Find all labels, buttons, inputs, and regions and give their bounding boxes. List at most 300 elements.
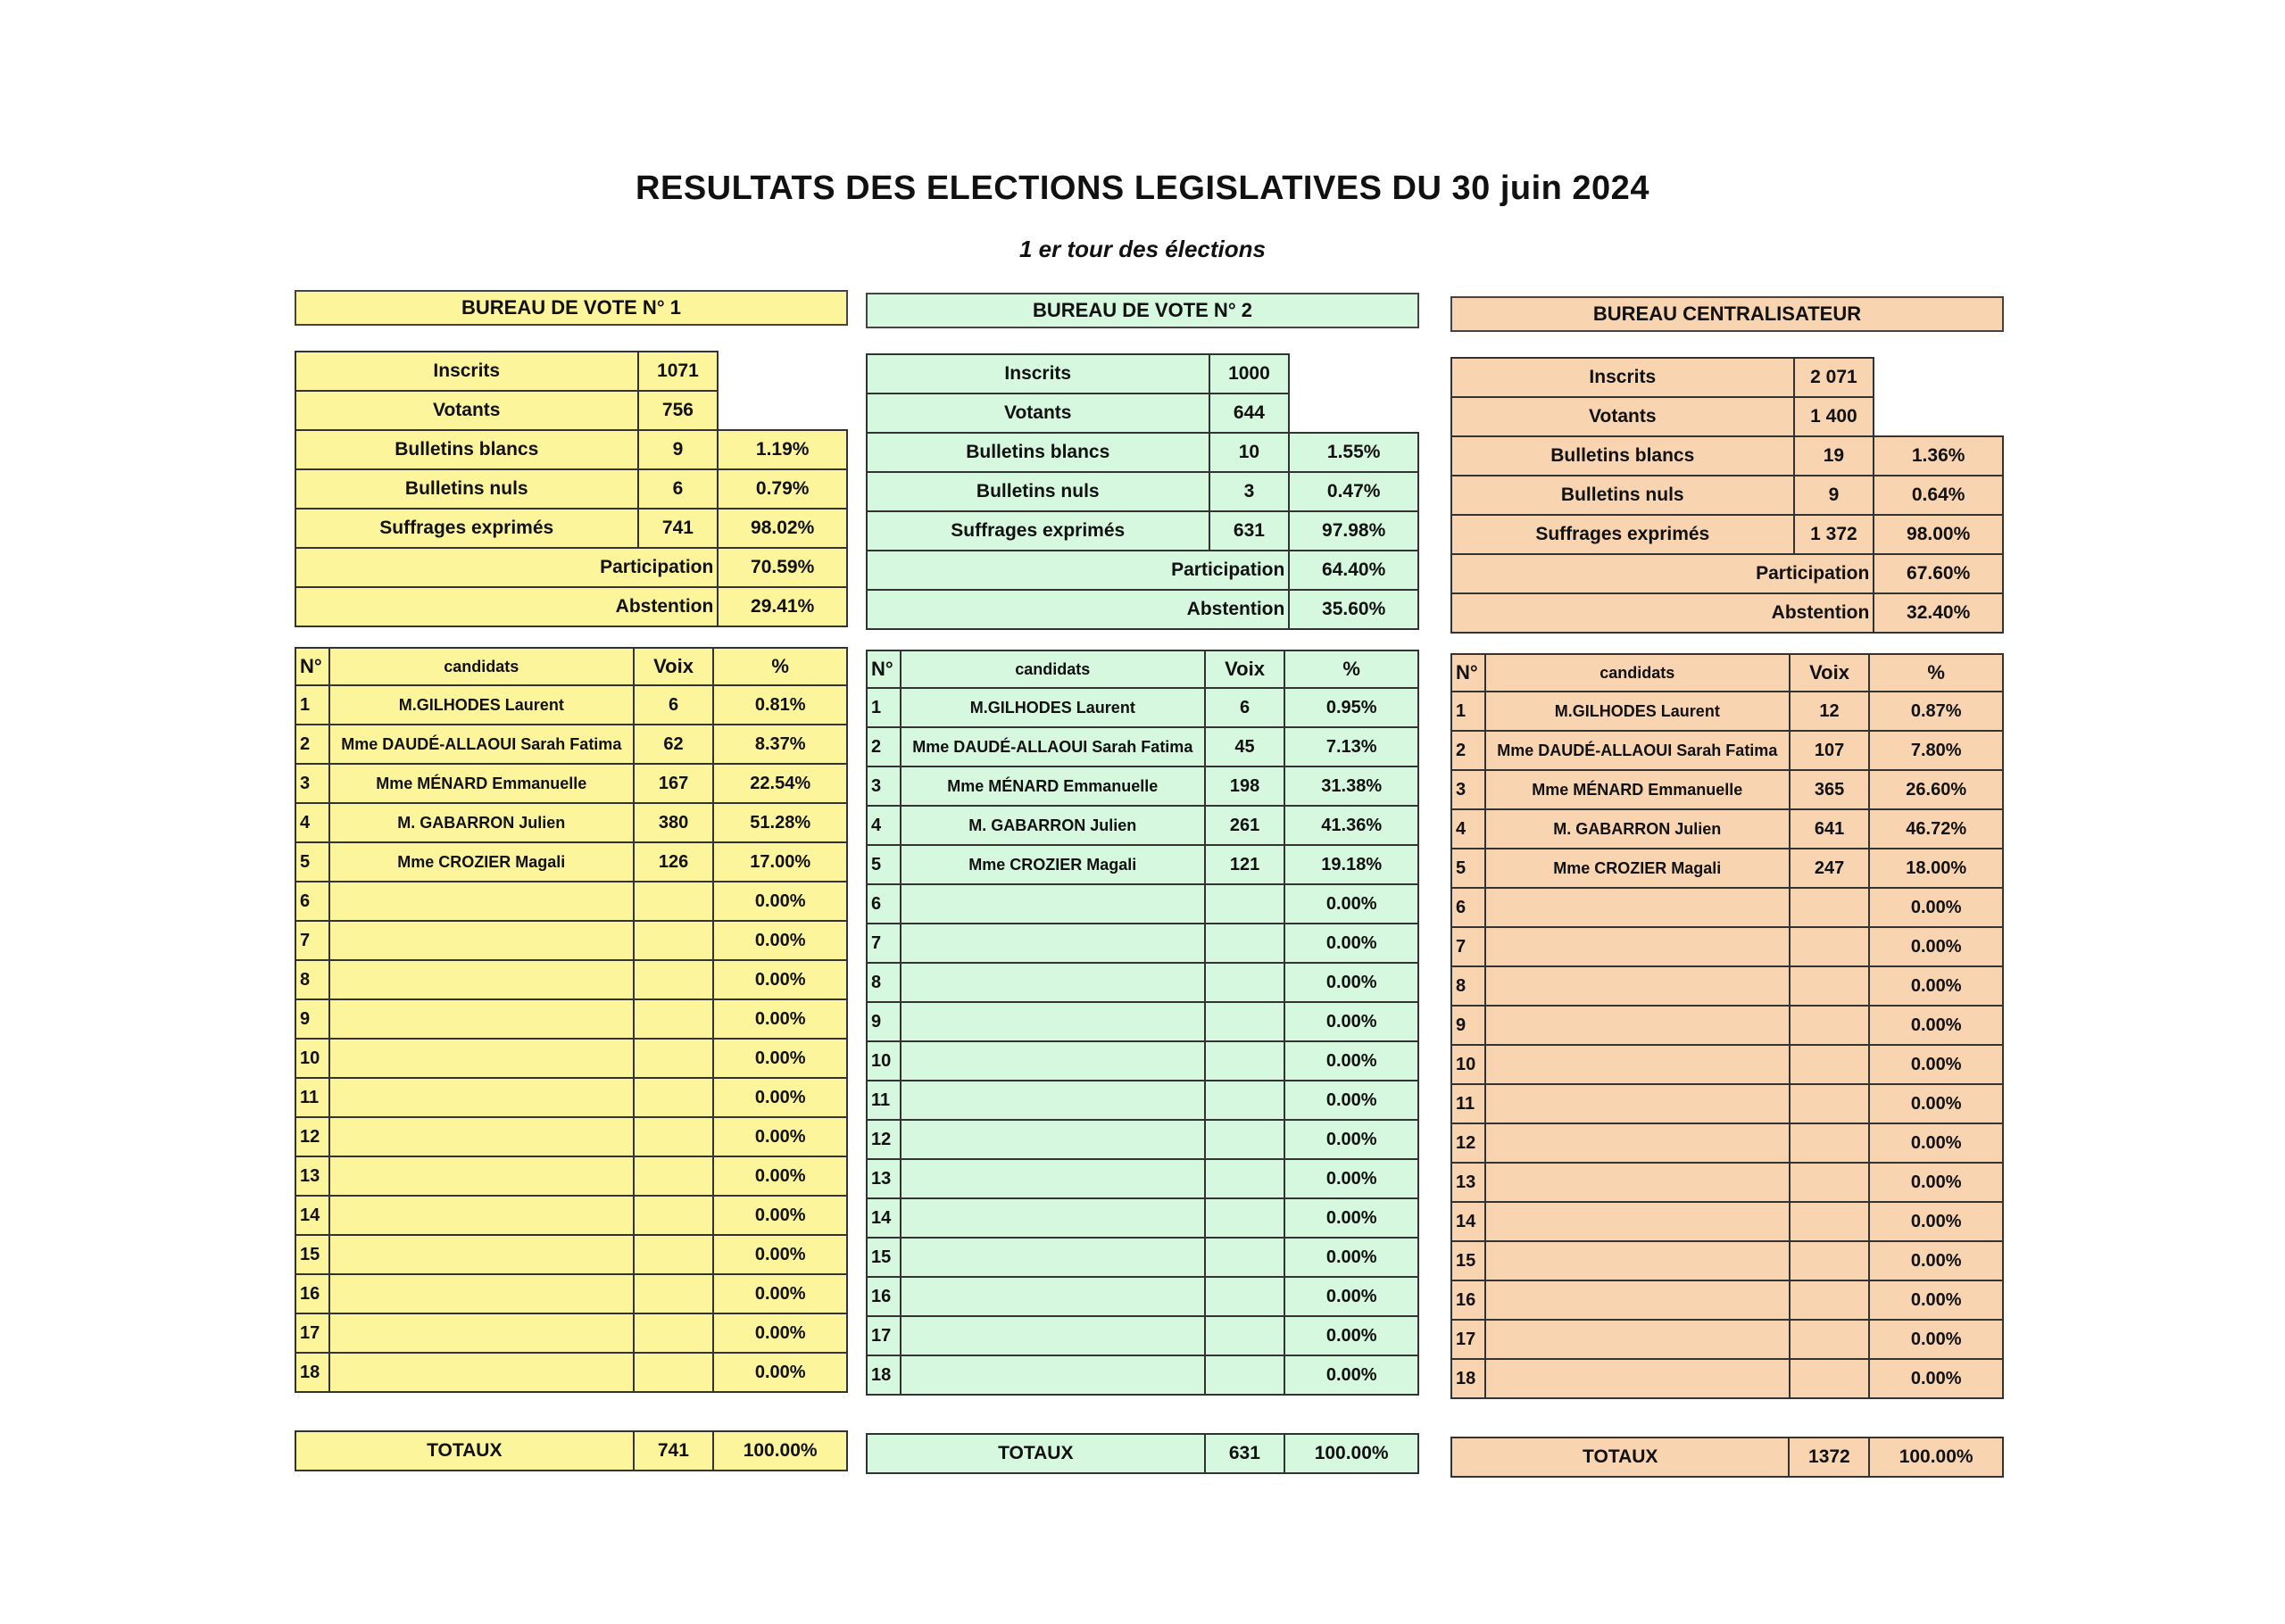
totaux-voix: 741: [634, 1431, 714, 1471]
nuls-label: Bulletins nuls: [1451, 476, 1794, 515]
candidate-pct: 0.00%: [1869, 1006, 2003, 1045]
candidate-no: 16: [867, 1277, 901, 1316]
candidate-name: [329, 921, 634, 960]
abstention-label: Abstention: [295, 587, 718, 626]
nuls-pct: 0.47%: [1289, 472, 1418, 511]
candidate-no: 16: [1451, 1280, 1485, 1320]
blancs-value: 10: [1209, 433, 1290, 472]
candidate-voix: [1790, 927, 1870, 966]
candidate-pct: 0.00%: [713, 1196, 847, 1235]
candidate-name: [901, 963, 1205, 1002]
candidate-name: [1485, 888, 1790, 927]
candidate-no: 14: [295, 1196, 329, 1235]
inscrits-value: 1071: [638, 352, 719, 391]
candidate-pct: 0.00%: [713, 999, 847, 1039]
candidate-no: 3: [867, 766, 901, 806]
candidate-name: [901, 884, 1205, 924]
candidate-no: 17: [295, 1313, 329, 1353]
candidate-no: 15: [1451, 1241, 1485, 1280]
candidate-name: [329, 1353, 634, 1392]
candidate-name: [329, 1274, 634, 1313]
exprimes-pct: 98.02%: [718, 509, 847, 548]
candidate-no: 13: [867, 1159, 901, 1198]
header-candidats: candidats: [1485, 654, 1790, 692]
candidate-no: 1: [1451, 692, 1485, 731]
candidate-voix: [1790, 1202, 1870, 1241]
candidate-row: [1451, 731, 2003, 770]
candidate-no: 15: [867, 1238, 901, 1277]
candidate-no: 10: [1451, 1045, 1485, 1084]
bureau-title: BUREAU DE VOTE N° 2: [866, 293, 1419, 328]
candidate-voix: [634, 1313, 714, 1353]
candidate-pct: 0.00%: [1284, 1355, 1418, 1395]
candidate-pct: 0.00%: [1284, 1120, 1418, 1159]
abstention-pct: 32.40%: [1874, 593, 2003, 633]
candidate-row: [867, 924, 1418, 963]
candidate-voix: 167: [634, 764, 714, 803]
empty-cell: [1289, 354, 1418, 394]
totaux-pct: 100.00%: [713, 1431, 847, 1471]
candidate-name: [329, 1117, 634, 1156]
candidate-row: [295, 960, 847, 999]
candidate-pct: 0.00%: [713, 921, 847, 960]
candidate-row: [295, 1235, 847, 1274]
candidate-row: [867, 806, 1418, 845]
candidate-no: 2: [295, 725, 329, 764]
totaux-pct: 100.00%: [1284, 1434, 1418, 1473]
candidate-no: 12: [867, 1120, 901, 1159]
blancs-pct: 1.19%: [718, 430, 847, 469]
votants-value: 756: [638, 391, 719, 430]
stats-row-abstention: [867, 590, 1418, 629]
candidate-no: 1: [867, 688, 901, 727]
candidate-voix: 198: [1205, 766, 1285, 806]
candidate-voix: [1790, 1241, 1870, 1280]
candidate-pct: 0.00%: [1284, 884, 1418, 924]
candidate-name: [329, 960, 634, 999]
candidate-row: [1451, 809, 2003, 849]
candidate-no: 5: [867, 845, 901, 884]
candidate-no: 14: [1451, 1202, 1485, 1241]
totaux-label: TOTAUX: [1451, 1438, 1789, 1477]
exprimes-value: 741: [638, 509, 719, 548]
candidate-no: 9: [867, 1002, 901, 1041]
candidate-name: [1485, 966, 1790, 1006]
candidate-name: Mme CROZIER Magali: [1485, 849, 1790, 888]
candidate-no: 6: [295, 882, 329, 921]
stats-row-exprimes: [1451, 515, 2003, 554]
candidate-voix: 261: [1205, 806, 1285, 845]
candidate-no: 6: [867, 884, 901, 924]
candidate-pct: 0.00%: [1869, 1241, 2003, 1280]
exprimes-value: 1 372: [1794, 515, 1874, 554]
stats-table: [295, 351, 848, 627]
candidate-name: Mme CROZIER Magali: [901, 845, 1205, 884]
candidate-no: 9: [1451, 1006, 1485, 1045]
candidate-row: [295, 1117, 847, 1156]
candidate-pct: 7.80%: [1869, 731, 2003, 770]
candidate-pct: 0.00%: [1869, 1163, 2003, 1202]
candidate-pct: 41.36%: [1284, 806, 1418, 845]
candidate-row: [867, 845, 1418, 884]
candidate-pct: 26.60%: [1869, 770, 2003, 809]
candidate-pct: 0.00%: [1869, 1084, 2003, 1123]
header-voix: Voix: [1205, 650, 1285, 688]
totaux-pct: 100.00%: [1869, 1438, 2003, 1477]
candidate-voix: 121: [1205, 845, 1285, 884]
candidate-voix: 641: [1790, 809, 1870, 849]
votants-label: Votants: [1451, 397, 1794, 436]
candidate-pct: 0.00%: [713, 1039, 847, 1078]
exprimes-pct: 97.98%: [1289, 511, 1418, 551]
stats-row-abstention: [295, 587, 847, 626]
candidate-name: [901, 924, 1205, 963]
candidate-name: Mme MÉNARD Emmanuelle: [329, 764, 634, 803]
candidate-row: [1451, 1045, 2003, 1084]
candidate-pct: 0.00%: [1284, 1159, 1418, 1198]
candidate-voix: [634, 1156, 714, 1196]
candidate-pct: 0.00%: [1284, 1002, 1418, 1041]
candidate-voix: [1205, 1041, 1285, 1081]
candidate-pct: 0.00%: [1869, 888, 2003, 927]
blancs-label: Bulletins blancs: [295, 430, 638, 469]
totaux-table: [866, 1433, 1419, 1474]
candidate-voix: 380: [634, 803, 714, 842]
nuls-value: 3: [1209, 472, 1290, 511]
totaux-label: TOTAUX: [867, 1434, 1205, 1473]
candidate-name: [329, 1313, 634, 1353]
page-subtitle: 1 er tour des élections: [1019, 236, 1266, 262]
candidate-voix: [1205, 884, 1285, 924]
candidate-name: [329, 1235, 634, 1274]
candidate-voix: [634, 1274, 714, 1313]
candidate-no: 12: [295, 1117, 329, 1156]
candidate-voix: [1790, 1359, 1870, 1398]
candidate-row: [867, 1081, 1418, 1120]
candidate-pct: 0.81%: [713, 685, 847, 725]
candidate-pct: 0.00%: [713, 882, 847, 921]
candidate-no: 4: [867, 806, 901, 845]
candidate-no: 18: [867, 1355, 901, 1395]
candidate-voix: [1790, 1006, 1870, 1045]
stats-row-participation: [867, 551, 1418, 590]
votants-label: Votants: [295, 391, 638, 430]
empty-cell: [1874, 358, 2003, 397]
candidate-no: 5: [1451, 849, 1485, 888]
candidate-pct: 22.54%: [713, 764, 847, 803]
totaux-voix: 1372: [1789, 1438, 1869, 1477]
exprimes-pct: 98.00%: [1874, 515, 2003, 554]
header-voix: Voix: [634, 648, 714, 685]
candidate-name: [329, 1039, 634, 1078]
candidate-pct: 8.37%: [713, 725, 847, 764]
candidate-voix: [1205, 1238, 1285, 1277]
candidates-table: [295, 647, 848, 1393]
stats-row-nuls: [867, 472, 1418, 511]
candidates-table: [1450, 653, 2004, 1399]
candidate-no: 4: [1451, 809, 1485, 849]
stats-row-exprimes: [295, 509, 847, 548]
candidate-pct: 0.87%: [1869, 692, 2003, 731]
participation-label: Participation: [1451, 554, 1874, 593]
candidate-row: [867, 1041, 1418, 1081]
candidate-no: 8: [295, 960, 329, 999]
candidate-name: [901, 1277, 1205, 1316]
candidate-name: Mme MÉNARD Emmanuelle: [1485, 770, 1790, 809]
candidate-row: [295, 764, 847, 803]
candidate-no: 14: [867, 1198, 901, 1238]
candidate-pct: 0.00%: [1284, 1238, 1418, 1277]
blancs-label: Bulletins blancs: [867, 433, 1209, 472]
totaux-label: TOTAUX: [295, 1431, 634, 1471]
nuls-value: 9: [1794, 476, 1874, 515]
candidate-pct: 0.00%: [1869, 966, 2003, 1006]
candidate-row: [867, 884, 1418, 924]
stats-row-inscrits: [295, 352, 847, 391]
candidate-name: [901, 1081, 1205, 1120]
candidate-voix: [1205, 1198, 1285, 1238]
candidate-name: [1485, 927, 1790, 966]
candidate-row: [295, 685, 847, 725]
header-no: N°: [1451, 654, 1485, 692]
candidate-no: 13: [295, 1156, 329, 1196]
candidate-pct: 17.00%: [713, 842, 847, 882]
candidate-pct: 0.00%: [1284, 963, 1418, 1002]
candidate-voix: [1790, 1163, 1870, 1202]
candidate-name: M.GILHODES Laurent: [901, 688, 1205, 727]
exprimes-label: Suffrages exprimés: [295, 509, 638, 548]
blancs-pct: 1.55%: [1289, 433, 1418, 472]
candidate-voix: [634, 1078, 714, 1117]
candidate-voix: 45: [1205, 727, 1285, 766]
candidate-name: [901, 1316, 1205, 1355]
candidate-row: [1451, 849, 2003, 888]
candidate-voix: [1205, 963, 1285, 1002]
candidate-voix: [1205, 1081, 1285, 1120]
candidate-row: [867, 1277, 1418, 1316]
candidate-pct: 0.00%: [1869, 1320, 2003, 1359]
inscrits-label: Inscrits: [867, 354, 1209, 394]
totaux-table: [1450, 1437, 2004, 1478]
candidate-no: 13: [1451, 1163, 1485, 1202]
candidate-voix: [634, 921, 714, 960]
totaux-row: [867, 1434, 1418, 1473]
candidate-no: 2: [867, 727, 901, 766]
candidate-voix: [634, 1196, 714, 1235]
empty-cell: [1289, 394, 1418, 433]
candidate-voix: [1205, 1277, 1285, 1316]
bureau-1-column: [295, 290, 848, 1471]
candidate-row: [295, 803, 847, 842]
candidate-no: 11: [867, 1081, 901, 1120]
header-no: N°: [295, 648, 329, 685]
header-candidats: candidats: [901, 650, 1205, 688]
candidate-name: [901, 1238, 1205, 1277]
candidate-name: [1485, 1359, 1790, 1398]
totaux-table: [295, 1430, 848, 1471]
inscrits-label: Inscrits: [1451, 358, 1794, 397]
candidate-name: Mme MÉNARD Emmanuelle: [901, 766, 1205, 806]
candidate-row: [1451, 1280, 2003, 1320]
candidate-pct: 51.28%: [713, 803, 847, 842]
candidate-pct: 7.13%: [1284, 727, 1418, 766]
candidate-no: 2: [1451, 731, 1485, 770]
candidate-no: 8: [867, 963, 901, 1002]
candidate-name: [329, 999, 634, 1039]
bureau-centralisateur-column: [1450, 296, 2004, 1478]
stats-row-participation: [1451, 554, 2003, 593]
nuls-label: Bulletins nuls: [295, 469, 638, 509]
candidate-row: [867, 766, 1418, 806]
totaux-row: [295, 1431, 847, 1471]
votants-label: Votants: [867, 394, 1209, 433]
stats-row-abstention: [1451, 593, 2003, 633]
candidate-pct: 0.00%: [713, 1117, 847, 1156]
candidate-row: [1451, 1084, 2003, 1123]
candidate-name: [329, 882, 634, 921]
header-candidats: candidats: [329, 648, 634, 685]
candidate-name: [1485, 1280, 1790, 1320]
candidate-no: 18: [1451, 1359, 1485, 1398]
inscrits-value: 1000: [1209, 354, 1290, 394]
candidate-name: [1485, 1123, 1790, 1163]
stats-row-votants: [867, 394, 1418, 433]
candidate-row: [1451, 927, 2003, 966]
candidate-row: [295, 1313, 847, 1353]
candidate-name: M.GILHODES Laurent: [1485, 692, 1790, 731]
candidate-voix: [1205, 1159, 1285, 1198]
candidate-row: [867, 1316, 1418, 1355]
bureau-title: BUREAU DE VOTE N° 1: [295, 290, 848, 326]
candidate-row: [867, 1159, 1418, 1198]
candidate-no: 3: [1451, 770, 1485, 809]
candidate-name: [901, 1002, 1205, 1041]
candidate-voix: [1205, 1002, 1285, 1041]
participation-pct: 70.59%: [718, 548, 847, 587]
candidate-name: Mme DAUDÉ-ALLAOUI Sarah Fatima: [1485, 731, 1790, 770]
candidate-name: [1485, 1202, 1790, 1241]
candidate-voix: [634, 882, 714, 921]
stats-row-nuls: [295, 469, 847, 509]
candidate-pct: 0.00%: [1869, 1123, 2003, 1163]
candidate-voix: 107: [1790, 731, 1870, 770]
candidate-name: M. GABARRON Julien: [1485, 809, 1790, 849]
candidate-voix: [1790, 1123, 1870, 1163]
empty-cell: [718, 391, 847, 430]
candidate-voix: [1205, 1355, 1285, 1395]
participation-label: Participation: [867, 551, 1289, 590]
candidate-pct: 19.18%: [1284, 845, 1418, 884]
candidate-voix: [1205, 924, 1285, 963]
candidate-row: [1451, 770, 2003, 809]
votants-value: 644: [1209, 394, 1290, 433]
participation-pct: 64.40%: [1289, 551, 1418, 590]
header-voix: Voix: [1790, 654, 1870, 692]
candidate-no: 15: [295, 1235, 329, 1274]
candidate-name: M. GABARRON Julien: [901, 806, 1205, 845]
votants-value: 1 400: [1794, 397, 1874, 436]
candidate-row: [295, 882, 847, 921]
abstention-label: Abstention: [867, 590, 1289, 629]
candidate-no: 5: [295, 842, 329, 882]
candidate-pct: 0.00%: [1284, 1081, 1418, 1120]
candidate-row: [867, 727, 1418, 766]
exprimes-label: Suffrages exprimés: [867, 511, 1209, 551]
candidate-voix: 6: [634, 685, 714, 725]
bureau-title: BUREAU CENTRALISATEUR: [1450, 296, 2004, 332]
candidate-voix: [1790, 888, 1870, 927]
candidate-no: 17: [1451, 1320, 1485, 1359]
stats-row-inscrits: [1451, 358, 2003, 397]
candidate-voix: [634, 960, 714, 999]
candidate-voix: 12: [1790, 692, 1870, 731]
candidate-name: [1485, 1084, 1790, 1123]
candidate-row: [295, 1274, 847, 1313]
candidate-voix: 247: [1790, 849, 1870, 888]
candidate-row: [1451, 1359, 2003, 1398]
candidate-row: [867, 1002, 1418, 1041]
candidate-voix: [1790, 1320, 1870, 1359]
candidate-row: [867, 963, 1418, 1002]
candidate-row: [295, 842, 847, 882]
blancs-pct: 1.36%: [1874, 436, 2003, 476]
stats-row-blancs: [867, 433, 1418, 472]
exprimes-value: 631: [1209, 511, 1290, 551]
stats-table: [866, 353, 1419, 630]
candidate-voix: [1790, 1084, 1870, 1123]
bureau-2-column: [866, 293, 1419, 1474]
candidate-row: [1451, 1163, 2003, 1202]
candidate-pct: 0.00%: [713, 1353, 847, 1392]
candidate-voix: [634, 1117, 714, 1156]
candidate-voix: [634, 1039, 714, 1078]
candidates-header: [1451, 654, 2003, 692]
header-pct: %: [1869, 654, 2003, 692]
stats-row-blancs: [1451, 436, 2003, 476]
participation-label: Participation: [295, 548, 718, 587]
candidate-no: 8: [1451, 966, 1485, 1006]
stats-row-participation: [295, 548, 847, 587]
exprimes-label: Suffrages exprimés: [1451, 515, 1794, 554]
candidate-name: [901, 1120, 1205, 1159]
nuls-label: Bulletins nuls: [867, 472, 1209, 511]
nuls-pct: 0.79%: [718, 469, 847, 509]
candidate-name: [1485, 1163, 1790, 1202]
abstention-pct: 29.41%: [718, 587, 847, 626]
candidate-name: [1485, 1006, 1790, 1045]
candidates-header: [867, 650, 1418, 688]
stats-row-exprimes: [867, 511, 1418, 551]
candidate-no: 7: [295, 921, 329, 960]
candidate-pct: 0.00%: [1869, 927, 2003, 966]
candidate-pct: 0.00%: [1284, 1316, 1418, 1355]
candidate-pct: 46.72%: [1869, 809, 2003, 849]
abstention-label: Abstention: [1451, 593, 1874, 633]
candidate-no: 18: [295, 1353, 329, 1392]
candidate-row: [1451, 1320, 2003, 1359]
candidate-voix: [1205, 1316, 1285, 1355]
candidate-pct: 0.00%: [1284, 924, 1418, 963]
candidate-voix: [1790, 966, 1870, 1006]
candidate-voix: [634, 999, 714, 1039]
candidate-pct: 0.00%: [713, 1313, 847, 1353]
candidate-row: [295, 1156, 847, 1196]
candidate-voix: [634, 1235, 714, 1274]
candidate-row: [867, 688, 1418, 727]
page-title: RESULTATS DES ELECTIONS LEGISLATIVES DU 30 juin 2024: [636, 170, 1649, 207]
candidate-row: [295, 921, 847, 960]
candidate-voix: 62: [634, 725, 714, 764]
